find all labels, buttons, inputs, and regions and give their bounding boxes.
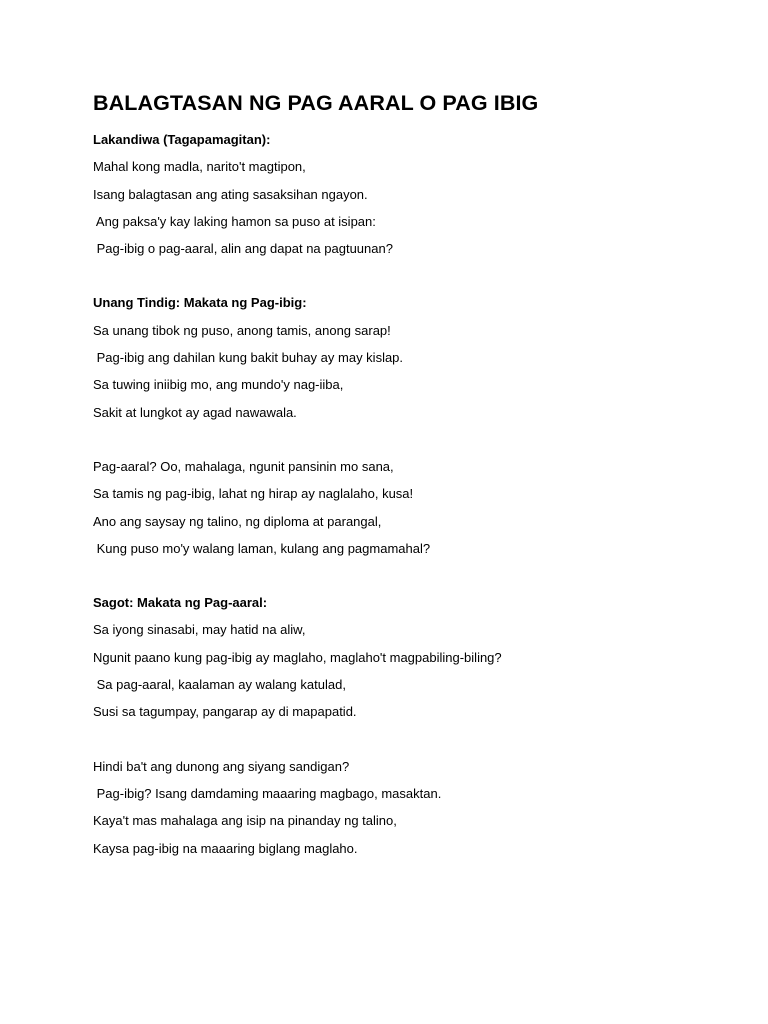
stanza-pag-aaral-continued <box>93 753 733 862</box>
document-title: BALAGTASAN NG PAG AARAL O PAG IBIG <box>93 91 539 115</box>
verse-line: Pag-aaral? Oo, mahalaga, ngunit pansinin mo sana, <box>93 458 394 474</box>
verse-line: Sa unang tibok ng puso, anong tamis, anong sarap! <box>93 322 391 338</box>
verse-line: Sa pag-aaral, kaalaman ay walang katulad, <box>93 677 346 693</box>
stanza-lakandiwa <box>93 126 733 262</box>
stanza-unang-tindig <box>93 289 733 425</box>
verse-line: Hindi ba't ang dunong ang siyang sandigan? <box>93 758 350 774</box>
verse-line: Pag-ibig? Isang damdaming maaaring magbago, masaktan. <box>93 785 442 801</box>
verse-line: Ang paksa'y kay laking hamon sa puso at isipan: <box>93 213 376 229</box>
verse-line: Pag-ibig o pag-aaral, alin ang dapat na pagtuunan? <box>93 241 393 257</box>
verse-line: Isang balagtasan ang ating sasaksihan ngayon. <box>93 186 368 202</box>
verse-line: Pag-ibig ang dahilan kung bakit buhay ay may kislap. <box>93 350 404 366</box>
verse-line: Sakit at lungkot ay agad nawawala. <box>93 404 297 420</box>
verse-line: Susi sa tagumpay, pangarap ay di mapapatid. <box>93 704 357 720</box>
speaker-label: Unang Tindig: Makata ng Pag-ibig: <box>93 295 307 311</box>
verse-line: Mahal kong madla, narito't magtipon, <box>93 159 306 175</box>
verse-line: Ano ang saysay ng talino, ng diploma at parangal, <box>93 513 382 529</box>
stanza-pag-ibig-continued <box>93 453 733 562</box>
stanza-sagot <box>93 589 733 725</box>
verse-line: Sa tamis ng pag-ibig, lahat ng hirap ay naglalaho, kusa! <box>93 486 414 502</box>
speaker-label: Lakandiwa (Tagapamagitan): <box>93 132 271 147</box>
speaker-label: Sagot: Makata ng Pag-aaral: <box>93 595 268 611</box>
verse-line: Sa tuwing iniibig mo, ang mundo'y nag-iiba, <box>93 377 344 393</box>
verse-line: Kung puso mo'y walang laman, kulang ang pagmamahal? <box>93 540 431 556</box>
verse-line: Kaysa pag-ibig na maaaring biglang maglaho. <box>93 840 358 856</box>
verse-line: Ngunit paano kung pag-ibig ay maglaho, maglaho't magpabiling-biling? <box>93 649 502 665</box>
verse-line: Kaya't mas mahalaga ang isip na pinanday ng talino, <box>93 813 397 829</box>
verse-line: Sa iyong sinasabi, may hatid na aliw, <box>93 622 306 638</box>
document-page <box>93 88 733 889</box>
